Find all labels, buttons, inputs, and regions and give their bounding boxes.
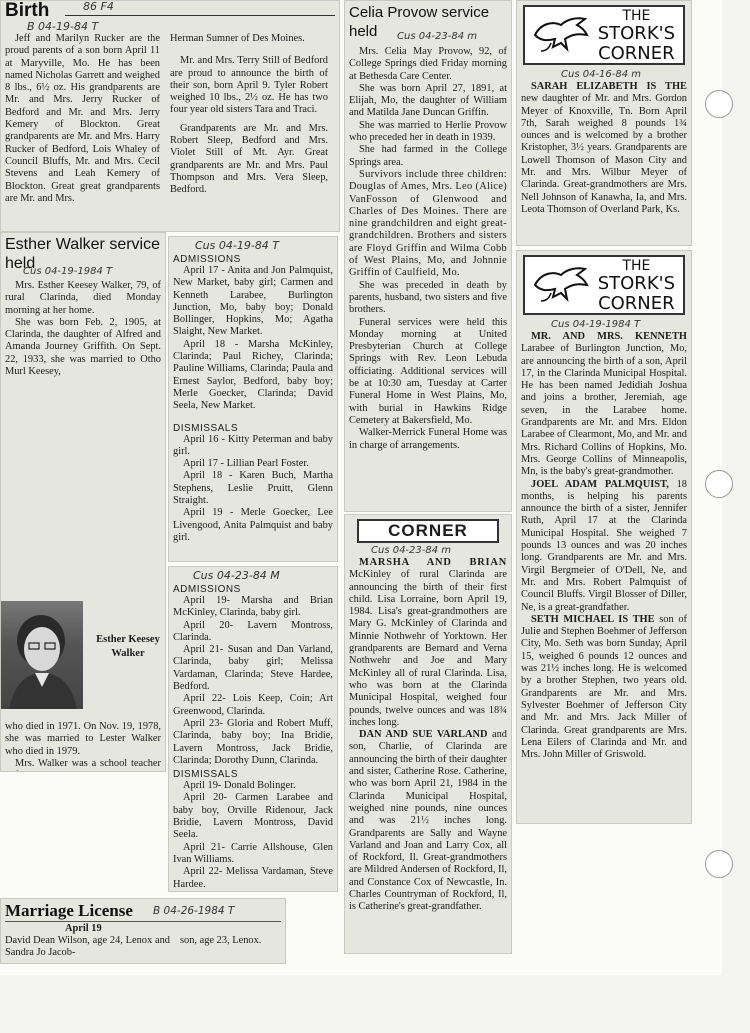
provow-paragraph: She was preceded in death by parents, husband, two sisters and five brothers. (349, 279, 507, 316)
handwritten-date: B 04-26-1984 T (153, 905, 235, 917)
stork-entry (521, 331, 687, 479)
admission-entry: April 19- Marsha and Brian McKinley, Clarinda, baby girl. (173, 595, 333, 619)
portrait-figure (1, 601, 83, 709)
admission-entry: April 21- Susan and Dan Varland, Clarinda, baby girl; Melissa Vardaman, Clarinda; Steve Hardee, Bedford. (173, 644, 333, 693)
marriage-title: Marriage License (5, 901, 133, 920)
entry-lead: MARSHA AND BRIAN (359, 557, 507, 568)
storks-corner-title (598, 259, 675, 313)
birth-paragraph: Mr. and Mrs. Terry Still of Bedford are proud to announce the birth of their son, born April 9. Tyler Robert weighed 10 lbs., 2½ oz. He has two four year old sisters Tara and Traci. (170, 55, 328, 116)
entry-text: Larabee of Burlington Junction, Mo, are announcing the birth of a son, April 17, in the Clarinda Municipal Hospital. He has been named Jedidiah Joshua and joins a brother, Jeremiah, age seven, in the Larabee home. Grandparents are Mr. and Mrs. Eldon Larabee of Clearmont, Mo, and Mr. and Mrs. Richard Collins of Hopkins, Mo. Mrs. George Collins of Minneapolis, Mn, is the baby's great-grandmother. (521, 343, 687, 478)
storks-corner-label: CORNER (598, 293, 675, 314)
storks-corner-banner (523, 255, 685, 315)
provow-paragraph: Mrs. Celia May Provow, 92, of College Springs died Friday morning at Bethesda Care Center. (349, 46, 507, 82)
dismissals-heading: DISMISSALS (173, 422, 239, 434)
entry-text: son of Julie and Stephen Boehmer of Jefferson City, Mo. Seth was born Sunday, April 15, weighed 6 pounds 12 ounces and was 21½ inches long. He is welcomed by a brother Stephen, two years old. Grandparents are Mr. and Mrs. Sylvester Boehmer of Jefferson City and Mr. and Mrs. Jack Miller of Clarinda. Great grandparents are Mrs. Lena Eilers of Clarinda and Mr. and Mrs. John Miller of Griswold. (521, 613, 687, 761)
admission-entry: April 18 - Marsha McKinley, Clarinda; Paul Richey, Clarinda; Pauline Williams, Clarinda; Paula and Ernest Saylor, Bedford, baby boy; Merle Goecker, Clarinda; David Seela, New Market. (173, 338, 333, 412)
photo-caption: Esther Keesey Walker (96, 634, 160, 659)
stork-text (521, 81, 687, 216)
portrait-photo (1, 601, 83, 709)
handwritten-date: Cus 04-23-84 m (371, 545, 452, 556)
walker-paragraph: who died in 1971. On Nov. 19, 1978, she was married to Lester Walker who died in 1979. (5, 721, 161, 757)
binder-hole (705, 90, 733, 118)
handwritten-date: Cus 04-19-84 T (195, 239, 280, 252)
storks-corner-label: THE (622, 8, 651, 24)
handwritten-date: Cus 04-19-1984 T (23, 266, 113, 277)
dismissal-entry: April 20- Carmen Larabee and baby boy, Orville Ridenour, Jack Bridie, Lavern Montross, David Seela. (173, 792, 333, 841)
provow-obituary-clipping (344, 0, 512, 512)
provow-paragraph: She was married to Herlie Provow who preceded her in death in 1939. (349, 119, 507, 144)
walker-title: Esther Walker service held (5, 236, 160, 272)
provow-paragraph: Walker-Merrick Funeral Home was in charge of arrangements. (349, 427, 507, 451)
provow-paragraph: Funeral services were held this Monday morning at United Presbyterian Church at College Springs with Rev. Leon Lebuda officiating. Additional services will be at 10:30 am, Tuesday at Carter Funeral Home in West Plains, Mo, with burial in Hawkins Ridge Cemetery at Bakersfield, Mo. (349, 316, 507, 426)
storks-corner-label: THE (622, 258, 651, 274)
provow-paragraph: She had farmed in the College Springs area. (349, 144, 507, 168)
birth-clipping (0, 0, 340, 232)
admissions-heading: ADMISSIONS (173, 254, 241, 265)
admission-entry: April 20- Lavern Montross, Clarinda. (173, 619, 333, 643)
stork-entry (521, 479, 687, 614)
entry-lead: SARAH ELIZABETH IS THE (531, 81, 687, 92)
admissions-list (173, 595, 333, 767)
hospital-notes-2 (168, 566, 338, 892)
corner-banner: CORNER (357, 519, 499, 543)
birth-paragraph: Grandparents are Mr. and Mrs. Robert Sleep, Bedford and Mrs. Violet Still of Mt. Ayr. Great grandparents are Mr. and Mrs. Paul Thompson and Mrs. Vera Sleep, Bedford. (170, 122, 328, 196)
dismissals-heading: DISMISSALS (173, 769, 239, 781)
admissions-list (173, 265, 333, 413)
entry-text: 18 months, is helping his parents announce the birth of a sister, Jennifer Ruth, April 17 at the Clarinda Municipal Hospital. She weighed 7 pounds 13 ounces and was 20 inches long. Grandparents are Mr. and Mrs. Virgil Bergmeier of O'Dell, Ne, and Mr. and Mrs. Robert Palmquist of Council Bluffs. Virgil Blosser of Diller, Ne, is a great-grandfather. (521, 478, 687, 613)
provow-title: Celia Provow service held (349, 4, 490, 40)
admission-entry: April 23- Gloria and Robert Muff, Clarinda, baby boy; Ina Bridie, Lavern Montross, Jack Bridie, Clarinda; Dorothy Dunn, Clarinda. (173, 717, 333, 766)
marriage-license-clipping (0, 898, 286, 964)
dismissal-entry: April 18 - Karen Buch, Martha Stephens, Leslie Pruitt, Glenn Straight. (173, 470, 333, 507)
dismissal-entry: April 19 - Merle Goecker, Lee Livengood, Anita Palmquist and baby girl. (173, 507, 333, 543)
storks-corner-clipping-1 (516, 0, 692, 246)
title-rule (65, 15, 335, 16)
birth-paragraph: Herman Sumner of Des Moines. (170, 33, 305, 44)
birth-column-2 (170, 33, 328, 205)
stork-text (521, 331, 687, 761)
binder-hole (705, 470, 733, 498)
admissions-heading: ADMISSIONS (173, 584, 241, 595)
entry-lead: DAN AND SUE VARLAND (359, 729, 488, 741)
dismissals-list (173, 780, 333, 891)
entry-text: new daughter of Mr. and Mrs. Gordon Meyer of Knoxville, Tn. Born April 7th, Sarah weighed 8 pounds 1¾ ounces and is welcomed by a brother Kristopher, 3½ years. Grandparents are Lowell Thomson of Mason City and Mr. and Mrs. Wilbur Meyer of Clarinda. Great-grandmothers are Mrs. Nell Johnson of Kanawha, Ia, and Mrs. Leota Thomson of Overland Park, Ks. (521, 93, 687, 215)
walker-paragraph: Mrs. Esther Keesey Walker, 79, of rural Clarinda, died Monday morning at her home. (5, 280, 161, 316)
walker-text-bottom (5, 721, 161, 772)
dismissal-entry: April 22- Melissa Vardaman, Steve Hardee. (173, 866, 333, 890)
birth-paragraph: Jeff and Marilyn Rucker are the proud parents of a son born April 11 at Maryville, Mo. He has been named Nicholas Garrett and weighed 8 lbs., 6½ oz. His grandparents are Mr. and Mrs. Jerry Rucker of Bedford and Mr. and Mrs. Jerry Kemery of Blockton. Great grandparents are Mr. and Mrs. Harry Rucker of Bedford, Lois Whaley of Council Bluffs, Mr. and Mrs. Cecil Stevens and Leah Kemery of Blockton. Great great grandparents are Mr. and Mrs. (5, 33, 160, 204)
corner-clipping-middle (344, 514, 512, 954)
marriage-date: April 19 (65, 923, 102, 934)
entry-lead: JOEL ADAM PALMQUIST, (531, 478, 669, 490)
dismissals-list (173, 434, 333, 545)
entry-text: and son, Charlie, of Clarinda are announcing the birth of their daughter and sister, Catherine Rose. Catherine, who was born April 21, 1984 in the Clarinda Municipal Hospital, weighed nine pounds, nine ounces and was 21½ inches long. Grandparents are Sally and Wayne Varland and Joan and Larry Cox, all of Rockford, Il. Great-grandmothers are Mildred Andersen of Rockford, Il, and Constance Cox of Newcastle, In. Charles Countryman of Rockford, Il, is Catherine's great-grandfather. (349, 729, 507, 913)
corner-entry (349, 729, 507, 913)
storks-corner-title (598, 9, 675, 63)
storks-corner-banner (523, 5, 685, 65)
stork-icon (531, 13, 591, 55)
handwritten-date: Cus 04-23-84 M (193, 569, 280, 582)
corner-text (349, 557, 507, 914)
handwritten-note: 86 F4 (83, 0, 114, 13)
walker-obituary-clipping (0, 232, 166, 772)
entry-lead: SETH MICHAEL IS THE (531, 613, 655, 625)
handwritten-date: Cus 04-19-1984 T (551, 319, 641, 330)
corner-entry (349, 557, 507, 729)
entry-lead: MR. AND MRS. KENNETH (531, 331, 687, 342)
birth-column-1 (5, 33, 160, 205)
storks-corner-label: STORK'S (597, 273, 675, 294)
walker-paragraph: Mrs. Walker was a school teacher (15, 757, 161, 769)
dismissal-entry: April 21- Carrie Allshouse, Glen Ivan Williams. (173, 841, 333, 865)
stork-icon (531, 263, 591, 305)
birth-title: Birth (5, 0, 50, 21)
admission-entry: April 22- Lois Keep, Coin; Art Greenwood, Clarinda. (173, 693, 333, 717)
storks-corner-clipping-2 (516, 250, 692, 824)
stork-entry (521, 614, 687, 762)
handwritten-date: B 04-19-84 T (27, 20, 99, 33)
stork-entry (521, 81, 687, 216)
walker-paragraph: She was born Feb. 2, 1905, at Clarinda, the daughter of Alfred and Amanda Journey Griffith. On Sept. 22, 1933, she was married to Otho Murl Keesey, (5, 316, 161, 378)
entry-text: McKinley of rural Clarinda are announcing the birth of their first child. Lisa Lorraine, born April 19, 1984. Lisa's great-grandmothers are Mary G. McKinley of Clarinda and Minnie Nothwehr of Yorktown. Her grandparents are Bernard and Verna Nothwehr and Joe and Mary McKinley all of rural Clarinda. Lisa, who was born at the Clarinda Municipal Hospital, weighed four pounds, twelve ounces and was 18¾ inches long. (349, 569, 507, 728)
dismissal-entry: April 19- Donald Bolinger. (183, 780, 296, 792)
storks-corner-label: STORK'S (597, 23, 675, 44)
dismissal-entry: April 17 - Lillian Pearl Foster. (183, 458, 309, 470)
dismissal-entry: April 16 - Kitty Peterman and baby girl. (173, 433, 333, 457)
storks-corner-label: CORNER (598, 43, 675, 64)
walker-text-top (5, 280, 161, 378)
provow-text (349, 46, 507, 452)
provow-paragraph: Survivors include three children: Douglas of Ames, Mrs. Leo (Alice) VanFosson of Glenwood and Charles of Des Moines. There are nine grandchildren and eight great-grandchildren. Brothers and sisters are Floyd Griffin and Wilma Cobb of West Plains, Mo, and Johnnie Griffin of Caulfield, Mo. (349, 168, 507, 279)
marriage-column-1: David Dean Wilson, age 24, Lenox and Sandra Jo Jacob- (5, 935, 170, 959)
marriage-column-2: son, age 23, Lenox. (180, 935, 262, 946)
binder-hole (705, 850, 733, 878)
handwritten-date: Cus 04-23-84 m (397, 31, 478, 42)
admission-entry: April 17 - Anita and Jon Palmquist, New Market, baby girl; Carmen and Kenneth Larabee, Burlington Junction, Mo, baby boy; Donald Bollinger, Hopkins, Mo; Agatha Slaight, New Market. (173, 265, 333, 338)
hospital-notes-1 (168, 236, 338, 562)
provow-paragraph: She was born April 27, 1891, at Elijah, Mo, the daughter of William and Matilda Jane Duncan Griffin. (349, 82, 507, 119)
handwritten-date: Cus 04-16-84 m (561, 69, 642, 80)
